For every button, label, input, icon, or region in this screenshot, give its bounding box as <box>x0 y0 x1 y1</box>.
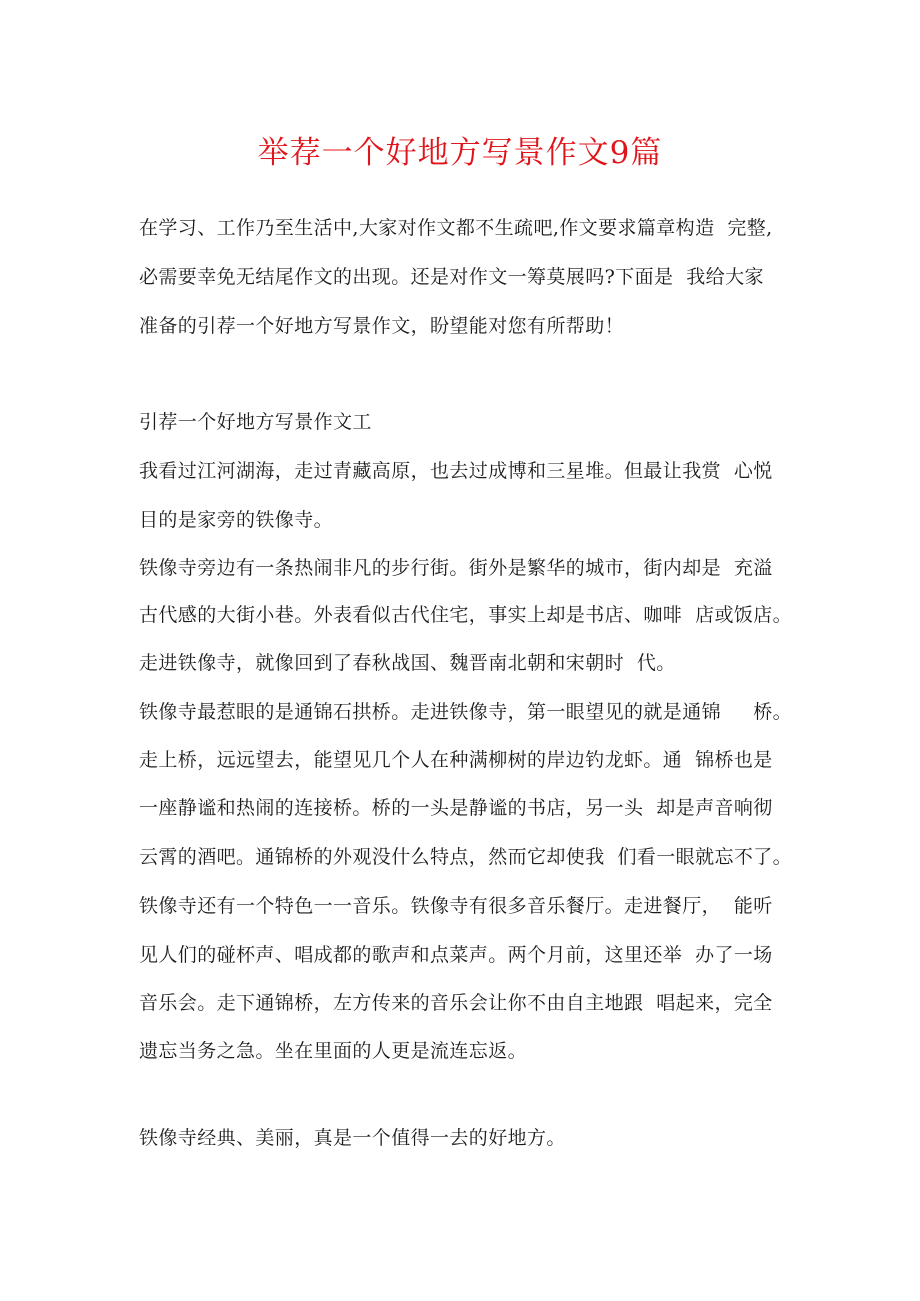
closing-line: 铁像寺经典、美丽，真是一个值得一去的好地方。 <box>139 1127 566 1149</box>
body-line: 遗忘当务之急。坐在里面的人更是流连忘返。 <box>139 1040 528 1062</box>
body-line: 铁像寺旁边有一条热闹非凡的步行街。街外是繁华的城市，街内却是 充溢 <box>139 557 773 579</box>
body-line: 走上桥，远远望去，能望见几个人在种满柳树的岸边钓龙虾。通 锦桥也是 <box>139 749 773 771</box>
body-line: 走进铁像寺，就像回到了春秋战国、魏晋南北朝和宋朝时 代。 <box>139 652 676 674</box>
body-line: 一座静谧和热闹的连接桥。桥的一头是静谧的书店，另一头 却是声音响彻 <box>139 797 773 819</box>
body-line: 我看过江河湖海，走过青藏高原，也去过成博和三星堆。但最让我赏 心悦 <box>139 460 773 482</box>
body-line: 铁像寺最惹眼的是通锦石拱桥。走进铁像寺，第一眼望见的就是通锦 桥。 <box>139 701 792 723</box>
body-line: 铁像寺还有一个特色一一音乐。铁像寺有很多音乐餐厅。走进餐厅， 能听 <box>139 895 773 917</box>
intro-line: 必需要幸免无结尾作文的出现。还是对作文一筹莫展吗?下面是 我给大家 <box>139 266 764 288</box>
body-line: 见人们的碰杯声、唱成都的歌声和点菜声。两个月前，这里还举 办了一场 <box>139 944 773 966</box>
document-title: 举荐一个好地方写景作文9篇 <box>257 135 663 171</box>
section-heading: 引荐一个好地方写景作文工 <box>139 411 372 433</box>
body-line: 云霄的酒吧。通锦桥的外观没什么特点，然而它却使我 们看一眼就忘不了。 <box>139 846 793 868</box>
body-line: 古代感的大街小巷。外表看似古代住宅，事实上却是书店、咖啡 店或饭店。 <box>139 604 793 626</box>
intro-line: 准备的引荐一个好地方写景作文，盼望能对您有所帮助！ <box>139 315 625 337</box>
body-line: 音乐会。走下通锦桥，左方传来的音乐会让你不由自主地跟 唱起来，完全 <box>139 992 773 1014</box>
body-line: 目的是家旁的铁像寺。 <box>139 509 334 531</box>
intro-line: 在学习、工作乃至生活中,大家对作文都不生疏吧,作文要求篇章构造 完整, <box>139 217 773 239</box>
